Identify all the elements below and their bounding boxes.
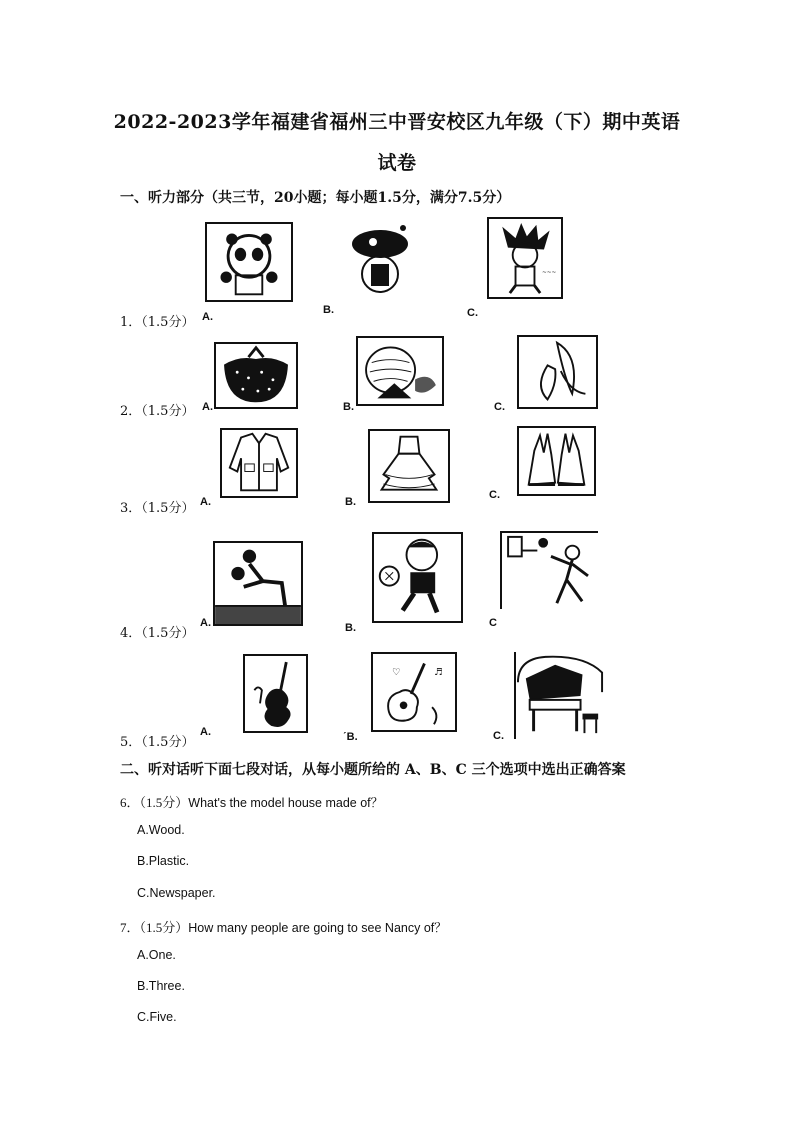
seal-mascot-icon[interactable] — [343, 218, 417, 296]
dress-icon[interactable] — [368, 429, 450, 503]
question-1-option-b[interactable]: B. — [323, 304, 334, 316]
question-5-option-c[interactable]: C. — [493, 730, 504, 742]
gloves-icon[interactable] — [517, 426, 596, 496]
question-6-choice-b[interactable]: B.Plastic. — [137, 854, 190, 868]
question-3-option-b[interactable]: B. — [345, 496, 356, 508]
guitar-icon[interactable] — [371, 652, 457, 732]
question-6-choice-c[interactable]: C.Newspaper. — [137, 886, 216, 900]
page-title: 2022-2023学年福建省福州三中晋安校区九年级（下）期中英语 — [113, 111, 681, 133]
soccer-player-icon[interactable] — [372, 532, 463, 623]
question-4-option-a[interactable]: A. — [200, 617, 211, 629]
section-dialogue-heading: 二、听对话听下面七段对话，从每小题所给的 A、B、C 三个选项中选出正确答案 — [120, 762, 626, 778]
question-7 — [120, 917, 447, 936]
svg-text:♬: ♬ — [433, 666, 443, 678]
question-2-option-c[interactable]: C. — [494, 401, 505, 413]
flame-mascot-icon[interactable] — [487, 217, 563, 299]
question-7-number: 7．（1.5分） — [120, 920, 189, 935]
basketball-player-icon[interactable] — [500, 531, 598, 609]
question-6-number: 6．（1.5分） — [120, 795, 189, 810]
question-2-number: 2．（1.5分） — [120, 404, 195, 419]
question-7-text: How many people are going to see Nancy of？ — [188, 921, 447, 935]
section-listening-heading: 一、听力部分（共三节，20小题；每小题1.5分，满分7.5分） — [120, 190, 511, 206]
question-4-option-c[interactable]: C — [489, 617, 497, 629]
question-4-option-b[interactable]: B. — [345, 622, 356, 634]
question-3-number: 3．（1.5分） — [120, 501, 195, 516]
banana-icon[interactable] — [517, 335, 598, 409]
question-7-choice-c[interactable]: C.Five. — [137, 1010, 177, 1024]
question-5-number: 5．（1.5分） — [120, 735, 195, 750]
svg-text:♡: ♡ — [392, 666, 401, 678]
piano-icon[interactable] — [514, 652, 605, 739]
question-6-text: What's the model house made of？ — [188, 796, 384, 810]
question-1-option-a[interactable]: A. — [202, 311, 213, 323]
violin-icon[interactable] — [243, 654, 308, 733]
question-1-option-c[interactable]: C. — [467, 307, 478, 319]
question-1-number: 1．（1.5分） — [120, 315, 195, 330]
panda-mascot-icon[interactable] — [205, 222, 293, 302]
question-4-number: 4．（1.5分） — [120, 626, 195, 641]
question-5-option-b[interactable]: ˊB. — [343, 731, 358, 743]
ping-pong-player-icon[interactable] — [213, 541, 303, 626]
question-2-option-b[interactable]: B. — [343, 401, 354, 413]
question-7-choice-a[interactable]: A.One. — [137, 948, 176, 962]
question-5-option-a[interactable]: A. — [200, 726, 211, 738]
strawberry-icon[interactable] — [214, 342, 298, 409]
question-6 — [120, 792, 383, 811]
question-7-choice-b[interactable]: B.Three. — [137, 979, 185, 993]
jacket-icon[interactable] — [220, 428, 298, 498]
question-2-option-a[interactable]: A. — [202, 401, 213, 413]
page-title-line2: 试卷 — [377, 152, 417, 174]
question-6-choice-a[interactable]: A.Wood. — [137, 823, 185, 837]
watermelon-icon[interactable] — [356, 336, 444, 406]
question-3-option-a[interactable]: A. — [200, 496, 211, 508]
svg-text:~~~: ~~~ — [542, 270, 557, 277]
question-3-option-c[interactable]: C. — [489, 489, 500, 501]
